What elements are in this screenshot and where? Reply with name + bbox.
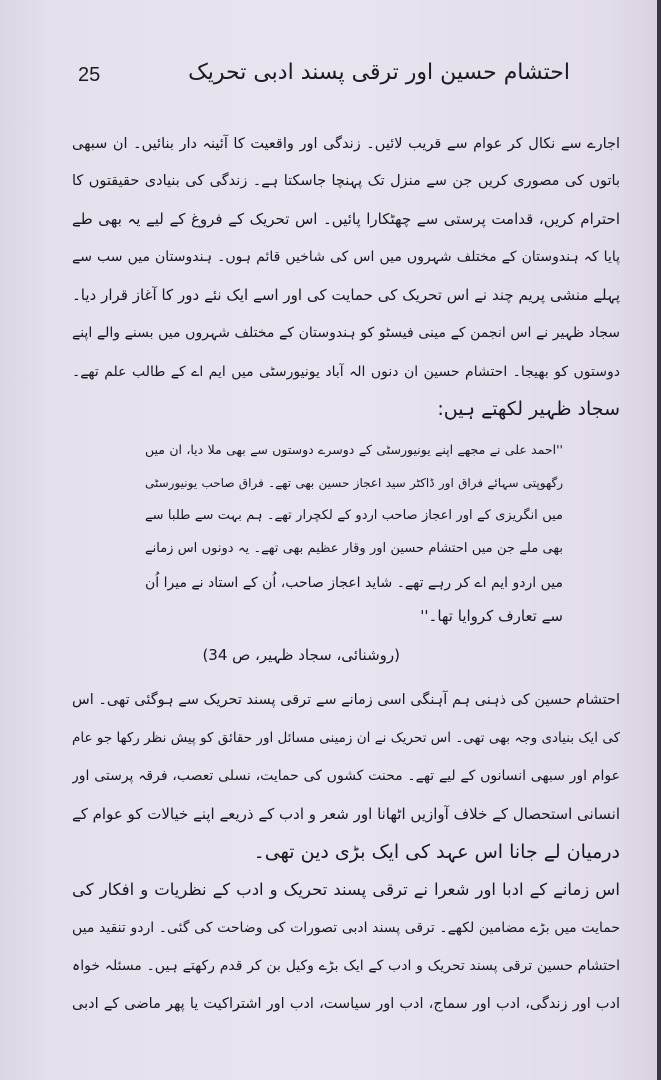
paragraph-3-line-3: احتشام حسین ترقی پسند تحریک و ادب کے ایک بڑے وکیل بن کر قدم رکھتے ہیں۔ مسئلہ خواہ bbox=[72, 958, 620, 974]
paragraph-2-line-4: انسانی استحصال کے خلاف آوازیں اٹھانا اور شعر و ادب کے ذریعے اپنے خیالات کو عوام کے bbox=[72, 805, 620, 823]
quote-line-5: میں اردو ایم اے کر رہے تھے۔ شاید اعجاز صاحب، اُن کے استاد نے میرا اُن bbox=[145, 575, 563, 591]
paragraph-2-line-1: احتشام حسین کی ذہنی ہم آہنگی اسی زمانے سے ترقی پسند تحریک سے ہوگئی تھی۔ اس bbox=[72, 692, 620, 708]
quote-line-1: ''احمد علی نے مجھے اپنے یونیورسٹی کے دوسرے دوستوں سے بھی ملا دیا، ان میں bbox=[145, 442, 563, 457]
paragraph-3-line-1: اس زمانے کے ادبا اور شعرا نے ترقی پسند تحریک و ادب کے نظریات و افکار کی bbox=[72, 880, 620, 899]
paragraph-2-line-2: کی ایک بنیادی وجہ بھی تھی۔ اس تحریک نے ان زمینی مسائل اور حقائق کو پیش نظر رکھا جو عام bbox=[72, 730, 620, 746]
paragraph-1-line-5: پہلے منشی پریم چند نے اس تحریک کی حمایت کی اور اسے ایک نئے دور کا آغاز قرار دیا۔ bbox=[72, 286, 620, 304]
paragraph-1-line-6: سجاد ظہیر نے اس انجمن کے مینی فیسٹو کو ہندوستان کے مختلف شہروں میں بسنے والے اپنے bbox=[72, 325, 620, 341]
quote-line-2: رگھوپتی سہائے فراق اور ڈاکٹر سید اعجاز حسین بھی تھے۔ فراق صاحب یونیورسٹی bbox=[145, 476, 563, 490]
paragraph-2-line-3: عوام اور سبھی انسانوں کے لیے تھے۔ محنت کشوں کی حمایت، نسلی تعصب، فرقہ پرستی اور bbox=[72, 768, 620, 784]
page-number: 25 bbox=[78, 64, 101, 86]
paragraph-1-line-3: احترام کریں، قدامت پرستی سے چھٹکارا پائیں۔ اس تحریک کے فروغ کے لیے یہ بھی طے bbox=[72, 210, 620, 228]
paragraph-3-line-4: ادب اور زندگی، ادب اور سماج، ادب اور سیاست، ادب اور اشتراکیت یا پھر ماضی کے ادبی bbox=[72, 996, 620, 1012]
running-title: احتشام حسین اور ترقی پسند ادبی تحریک bbox=[188, 60, 570, 85]
quote-citation: (روشنائی، سجاد ظہیر، ص 34) bbox=[202, 646, 400, 664]
paragraph-1-line-7: دوستوں کو بھیجا۔ احتشام حسین ان دنوں الہ آباد یونیورسٹی میں ایم اے کے طالب علم تھے۔ bbox=[72, 364, 620, 380]
paragraph-3-line-2: حمایت میں بڑے مضامین لکھے۔ ترقی پسند ادبی تصورات کی وضاحت کی گئی۔ اردو تنقید میں bbox=[72, 920, 620, 936]
paragraph-1-line-4: پایا کہ ہندوستان کے مختلف شہروں میں اس کی شاخیں قائم ہوں۔ ہندوستان میں سب سے bbox=[72, 249, 620, 265]
page-edge bbox=[657, 0, 661, 1080]
quote-intro: سجاد ظہیر لکھتے ہیں: bbox=[437, 398, 620, 420]
paragraph-1-line-1: اجارے سے نکال کر عوام سے قریب لائیں۔ زندگی اور واقعیت کا آئینہ دار بنائیں۔ ان سبھی bbox=[72, 136, 620, 152]
quote-line-6: سے تعارف کروایا تھا۔'' bbox=[420, 607, 563, 625]
quote-line-3: میں انگریزی کے اور اعجاز صاحب اردو کے لکچرار تھے۔ ہم بہت سے طلبا سے bbox=[145, 508, 563, 523]
paragraph-2-line-5: درمیان لے جانا اس عہد کی ایک بڑی دین تھی۔ bbox=[253, 841, 620, 863]
paragraph-1-line-2: باتوں کی مصوری کریں جن سے منزل تک پہنچا جاسکتا ہے۔ زندگی کی بنیادی حقیقتوں کا bbox=[72, 173, 620, 189]
quote-line-4: بھی ملے جن میں احتشام حسین اور وقار عظیم بھی تھے۔ یہ دونوں اس زمانے bbox=[145, 541, 563, 556]
